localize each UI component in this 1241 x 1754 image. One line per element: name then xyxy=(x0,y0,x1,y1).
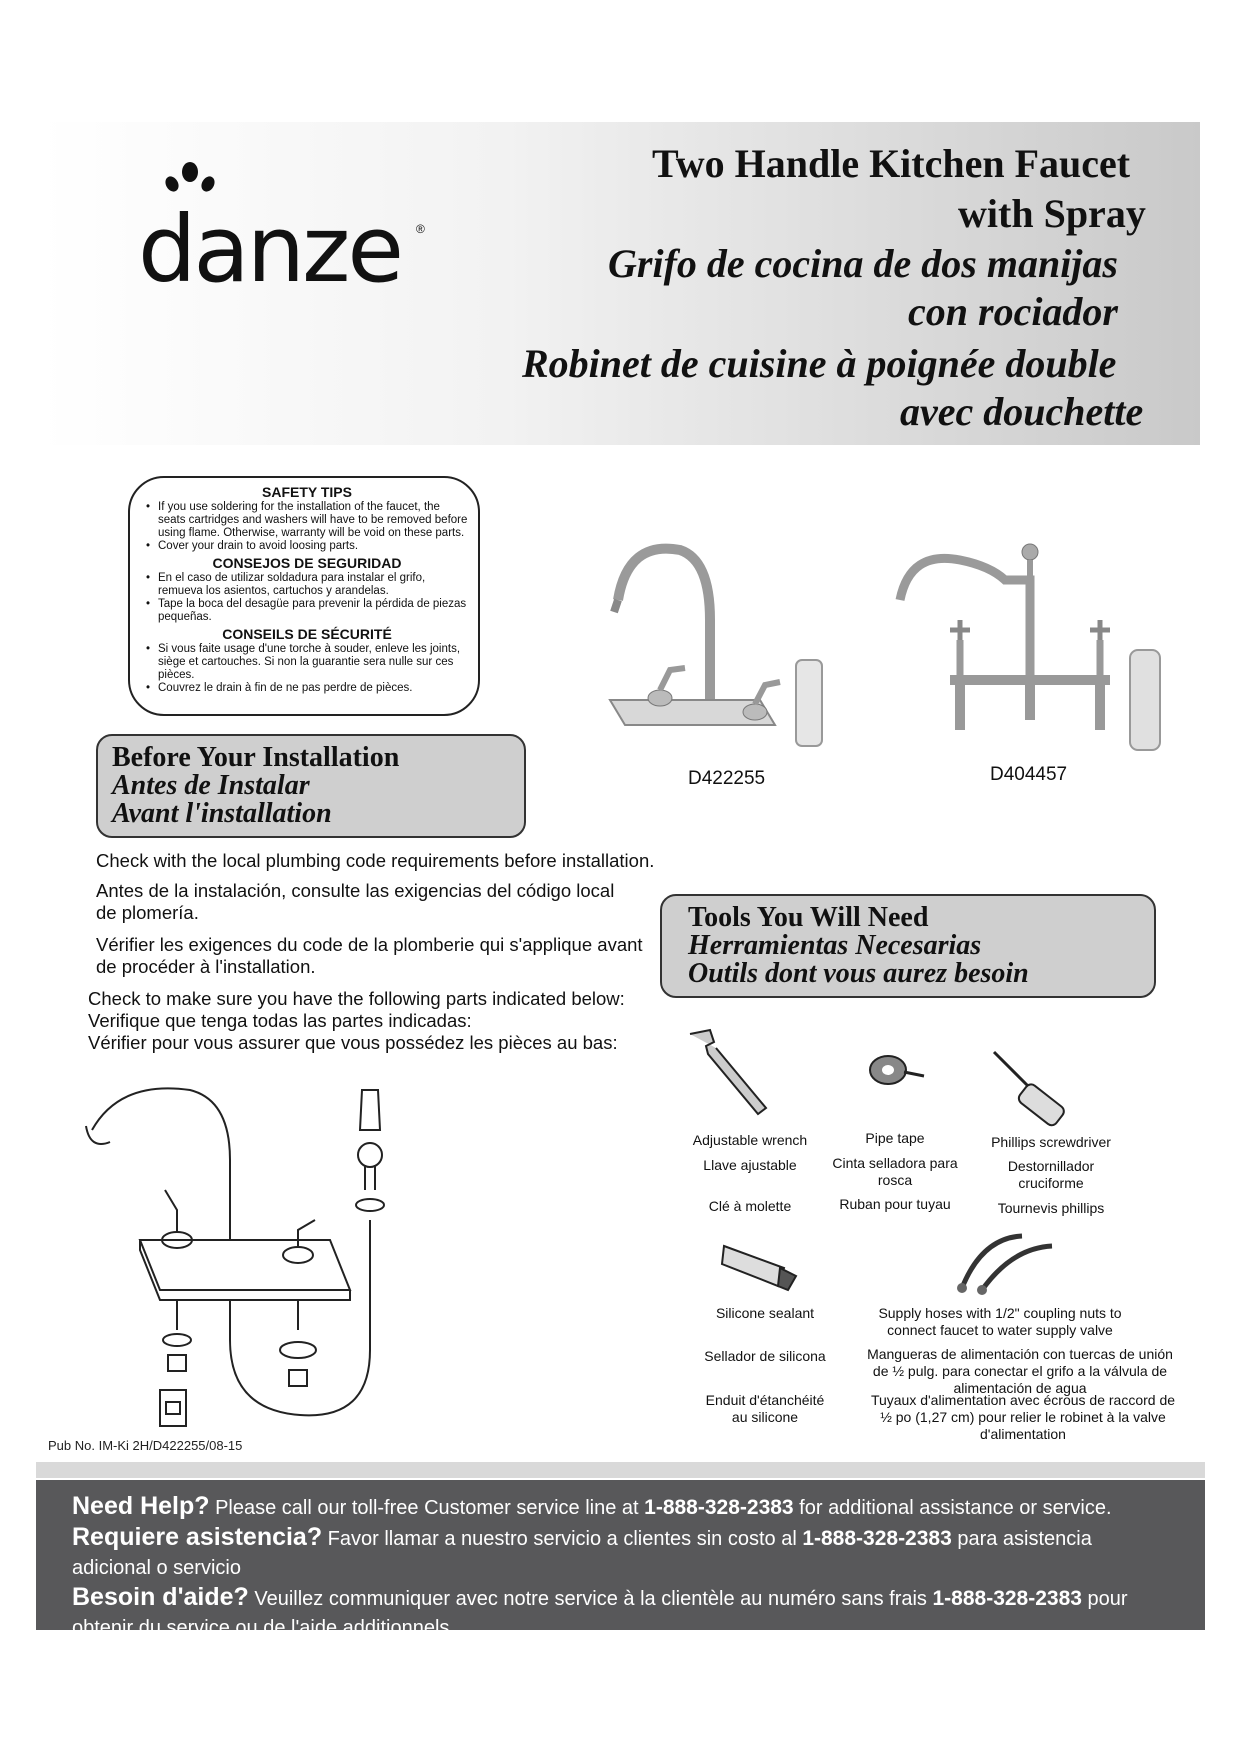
safety-item: • Cover your drain to avoid loosing parts. xyxy=(156,540,468,553)
pipe-tape-icon xyxy=(858,1050,928,1090)
title-en-line2: with Spray xyxy=(958,191,1146,236)
safety-title-en: SAFETY TIPS xyxy=(262,484,352,500)
tool-wrench-es: Llave ajustable xyxy=(703,1157,797,1173)
title-es-line1: Grifo de cocina de dos manijas xyxy=(608,241,1118,286)
title-es-line2: con rociador xyxy=(908,289,1118,334)
help-lead-en: Need Help? xyxy=(72,1492,210,1520)
safety-item: • Si vous faite usage d'une torche à souder, enleve les joints, siège et cartouches. Si non la guarantie sera nulle sur ces pièces. xyxy=(156,643,468,682)
safety-item: • If you use soldering for the installation of the faucet, the seats cartridges and washers will have to be removed before using flame. Otherwise, warranty will be void on these parts. xyxy=(156,501,468,540)
silicone-sealant-icon xyxy=(718,1228,798,1298)
wrench-icon xyxy=(680,1024,780,1124)
check-code-en: Check with the local plumbing code requirements before installation. xyxy=(96,850,655,871)
tool-screwdriver-es: Destornillador cruciforme xyxy=(1007,1158,1095,1191)
safety-title-fr: CONSEILS DE SÉCURITÉ xyxy=(222,626,392,642)
footer-divider xyxy=(36,1462,1205,1478)
safety-item: • Tape la boca del desagüe para prevenir la pérdida de piezas pequeñas. xyxy=(156,598,468,624)
pub-number: Pub No. IM-Ki 2H/D422255/08-15 xyxy=(48,1438,243,1453)
tool-sealant-fr: Enduit d'étanchéité au silicone xyxy=(705,1392,825,1425)
help-text-en-2: for additional assistance or service. xyxy=(793,1497,1112,1519)
tool-hoses-fr: Tuyaux d'alimentation avec écrous de raccord de ½ po (1,27 cm) pour relier le robinet à la valve d'alimentation xyxy=(870,1392,1176,1442)
parts-diagram xyxy=(80,1070,440,1440)
help-text-es-1: Favor llamar a nuestro servicio a clientes sin costo al xyxy=(322,1528,803,1550)
tool-screwdriver-fr: Tournevis phillips xyxy=(997,1200,1105,1216)
tools-title-fr: Outils dont vous aurez besoin xyxy=(688,958,1029,989)
tools-box xyxy=(660,894,1156,998)
before-title-en: Before Your Installation xyxy=(112,742,400,773)
brand-logo: danze xyxy=(138,196,401,303)
safety-title-es: CONSEJOS DE SEGURIDAD xyxy=(212,555,402,571)
check-parts-fr: Vérifier pour vous assurer que vous possédez les pièces au bas: xyxy=(88,1032,618,1053)
safety-tips-box xyxy=(128,476,480,716)
safety-item: • Couvrez le drain à fin de ne pas perdre de pièces. xyxy=(156,682,468,695)
model-left-label: D422255 xyxy=(688,768,766,789)
before-title-fr: Avant l'installation xyxy=(112,798,332,829)
help-text-fr-2: pour obtenir du service ou de l'aide additionnels.. xyxy=(72,1588,1128,1639)
tool-wrench-en: Adjustable wrench xyxy=(692,1132,808,1148)
help-text-en-1: Please call our toll-free Customer service line at xyxy=(209,1497,645,1519)
tool-hoses-es: Mangueras de alimentación con tuercas de unión de ½ pulg. para conectar el grifo a la válvula de alimentación de agua xyxy=(867,1346,1173,1396)
help-phone-fr[interactable]: 1-888-328-2383 xyxy=(932,1587,1082,1610)
help-text-fr-1: Veuillez communiquer avec notre service à la clientèle au numéro sans frais xyxy=(248,1588,933,1610)
faucet-d404457-image xyxy=(880,530,1180,760)
tool-screwdriver-en: Phillips screwdriver xyxy=(991,1134,1111,1150)
title-en-line1: Two Handle Kitchen Faucet xyxy=(652,141,1131,186)
title-fr-line2: avec douchette xyxy=(900,389,1144,434)
help-line-fr xyxy=(72,1583,1175,1643)
help-phone-en[interactable]: 1-888-328-2383 xyxy=(644,1496,794,1519)
check-parts-en: Check to make sure you have the following parts indicated below: xyxy=(88,988,625,1009)
faucet-d422255-image xyxy=(600,520,830,750)
before-installation-box xyxy=(96,734,526,838)
model-right-label: D404457 xyxy=(990,764,1068,785)
tool-hoses-en: Supply hoses with 1/2" coupling nuts to connect faucet to water supply valve xyxy=(878,1305,1122,1338)
help-line-en xyxy=(72,1492,1175,1523)
tool-tape-es: Cinta selladora para rosca xyxy=(832,1155,958,1188)
help-text-es-2: para asistencia adicional o servicio xyxy=(72,1528,1092,1579)
tools-title-es: Herramientas Necesarias xyxy=(688,930,982,961)
before-title-es: Antes de Instalar xyxy=(112,770,310,801)
help-footer xyxy=(36,1480,1205,1639)
help-line-es xyxy=(72,1523,1175,1583)
tools-title-en: Tools You Will Need xyxy=(688,902,929,933)
help-lead-fr: Besoin d'aide? xyxy=(72,1583,249,1611)
check-code-es: Antes de la instalación, consulte las exigencias del código local de plomería. xyxy=(96,880,615,923)
tool-tape-en: Pipe tape xyxy=(865,1130,925,1146)
screwdriver-icon xyxy=(990,1048,1080,1128)
supply-hoses-icon xyxy=(952,1228,1062,1298)
check-code-fr: Vérifier les exigences du code de la plomberie qui s'applique avant de procéder à l'installation. xyxy=(96,934,643,977)
safety-item: • En el caso de utilizar soldadura para instalar el grifo, remueva los asientos, cartuchos y arandelas. xyxy=(156,572,468,598)
help-lead-es: Requiere asistencia? xyxy=(72,1523,323,1551)
tool-sealant-es: Sellador de silicona xyxy=(704,1348,826,1364)
tool-sealant-en: Silicone sealant xyxy=(715,1305,815,1321)
check-parts-es: Verifique que tenga todas las partes indicadas: xyxy=(88,1010,472,1031)
title-fr-line1: Robinet de cuisine à poignée double xyxy=(522,341,1117,386)
registered-mark: ® xyxy=(416,222,425,236)
tool-wrench-fr: Clé à molette xyxy=(708,1198,792,1214)
tool-tape-fr: Ruban pour tuyau xyxy=(839,1196,951,1212)
help-phone-es[interactable]: 1-888-328-2383 xyxy=(802,1527,952,1550)
